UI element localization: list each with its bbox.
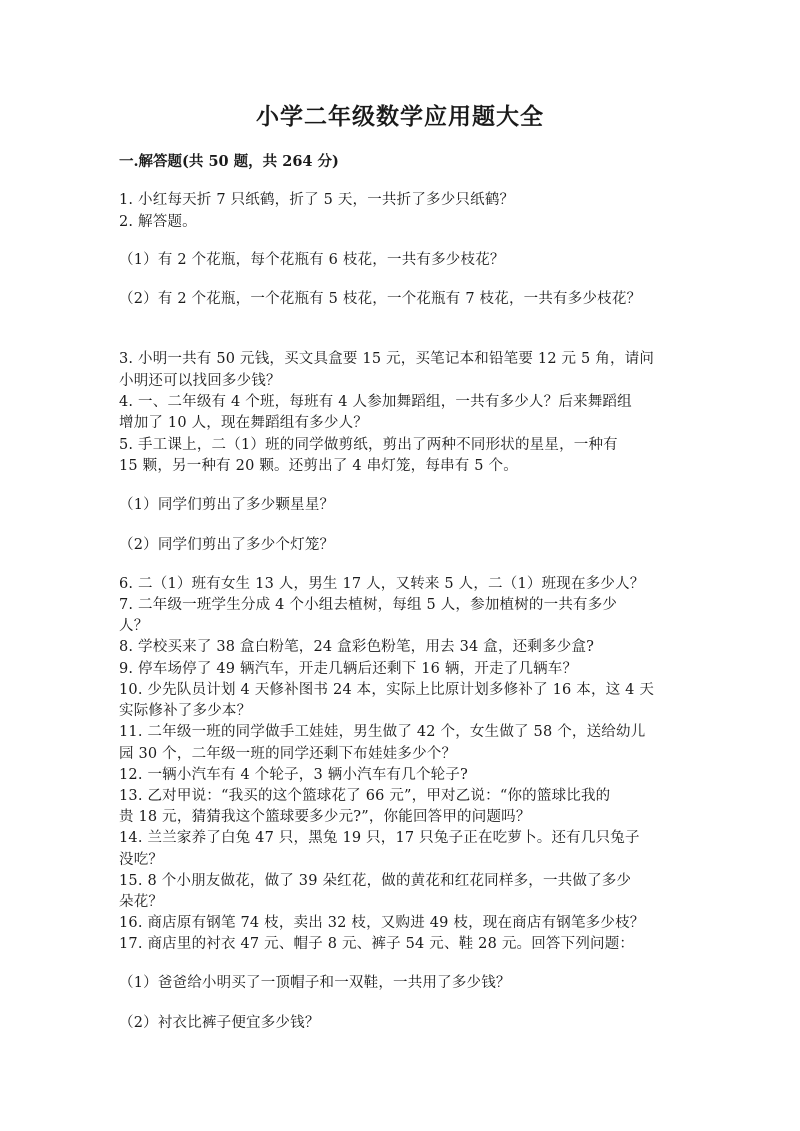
question-line: 17. 商店里的衬衣 47 元、帽子 8 元、裤子 54 元、鞋 28 元。回答下列问题：	[119, 936, 635, 952]
question-line: 1. 小红每天折 7 只纸鹤，折了 5 天，一共折了多少只纸鹤？	[119, 192, 515, 208]
question-line: 人？	[119, 618, 149, 634]
sub-question-line: （2）衬衣比裤子便宜多少钱？	[119, 1015, 320, 1031]
question-line: 4. 一、二年级有 4 个班，每班有 4 人参加舞蹈组，一共有多少人？后来舞蹈组	[119, 394, 632, 410]
page-title: 小学二年级数学应用题大全	[256, 103, 544, 130]
sub-question-line: （1）爸爸给小明买了一顶帽子和一双鞋，一共用了多少钱？	[119, 975, 511, 991]
question-line: 11. 二年级一班的同学做手工娃娃，男生做了 42 个，女生做了 58 个，送给幼儿	[119, 724, 646, 740]
question-line: 小明还可以找回多少钱？	[119, 373, 281, 389]
question-line: 5. 手工课上，二（1）班的同学做剪纸，剪出了两种不同形状的星星，一种有	[119, 437, 618, 453]
question-line: 2. 解答题。	[119, 214, 197, 230]
sub-question-line: （2）同学们剪出了多少个灯笼？	[119, 537, 335, 553]
question-line: 3. 小明一共有 50 元钱，买文具盒要 15 元，买笔记本和铅笔要 12 元 5 角，请问	[119, 351, 655, 367]
question-line: 贵 18 元，猜猜我这个篮球要多少元?”，你能回答甲的问题吗？	[119, 809, 531, 825]
section-heading: 一.解答题(共 50 题，共 264 分)	[119, 153, 339, 170]
sub-question-line: （1）有 2 个花瓶，每个花瓶有 6 枝花，一共有多少枝花？	[119, 252, 505, 268]
question-line: 园 30 个，二年级一班的同学还剩下布娃娃多少个？	[119, 746, 457, 762]
question-line: 增加了 10 人，现在舞蹈组有多少人？	[119, 415, 368, 431]
question-line: 8. 学校买来了 38 盒白粉笔，24 盒彩色粉笔，用去 34 盒，还剩多少盒?	[119, 639, 595, 655]
question-line: 7. 二年级一班学生分成 4 个小组去植树，每组 5 人，参加植树的一共有多少	[119, 597, 618, 613]
question-line: 12. 一辆小汽车有 4 个轮子，3 辆小汽车有几个轮子?	[119, 767, 469, 783]
question-line: 朵花？	[119, 894, 164, 910]
question-line: 14. 兰兰家养了白兔 47 只，黑兔 19 只，17 只兔子正在吃萝卜。还有几只兔子	[119, 830, 640, 846]
question-line: 13. 乙对甲说：“我买的这个篮球花了 66 元”，甲对乙说：“你的篮球比我的	[119, 788, 611, 804]
question-line: 10. 少先队员计划 4 天修补图书 24 本，实际上比原计划多修补了 16 本，这 4 天	[119, 682, 655, 698]
question-line: 6. 二（1）班有女生 13 人，男生 17 人，又转来 5 人，二（1）班现在多少人？	[119, 576, 645, 592]
question-line: 实际修补了多少本？	[119, 703, 252, 719]
sub-question-line: （2）有 2 个花瓶，一个花瓶有 5 枝花，一个花瓶有 7 枝花，一共有多少枝花？	[119, 291, 642, 307]
question-line: 9. 停车场停了 49 辆汽车，开走几辆后还剩下 16 辆，开走了几辆车？	[119, 661, 578, 677]
question-line: 16. 商店原有钢笔 74 枝，卖出 32 枝，又购进 49 枝，现在商店有钢笔多少枝？	[119, 915, 645, 931]
question-line: 15. 8 个小朋友做花，做了 39 朵红花，做的黄花和红花同样多，一共做了多少	[119, 873, 632, 889]
sub-question-line: （1）同学们剪出了多少颗星星？	[119, 497, 335, 513]
question-line: 15 颗，另一种有 20 颗。还剪出了 4 串灯笼，每串有 5 个。	[119, 458, 518, 474]
question-line: 没吃？	[119, 852, 164, 868]
